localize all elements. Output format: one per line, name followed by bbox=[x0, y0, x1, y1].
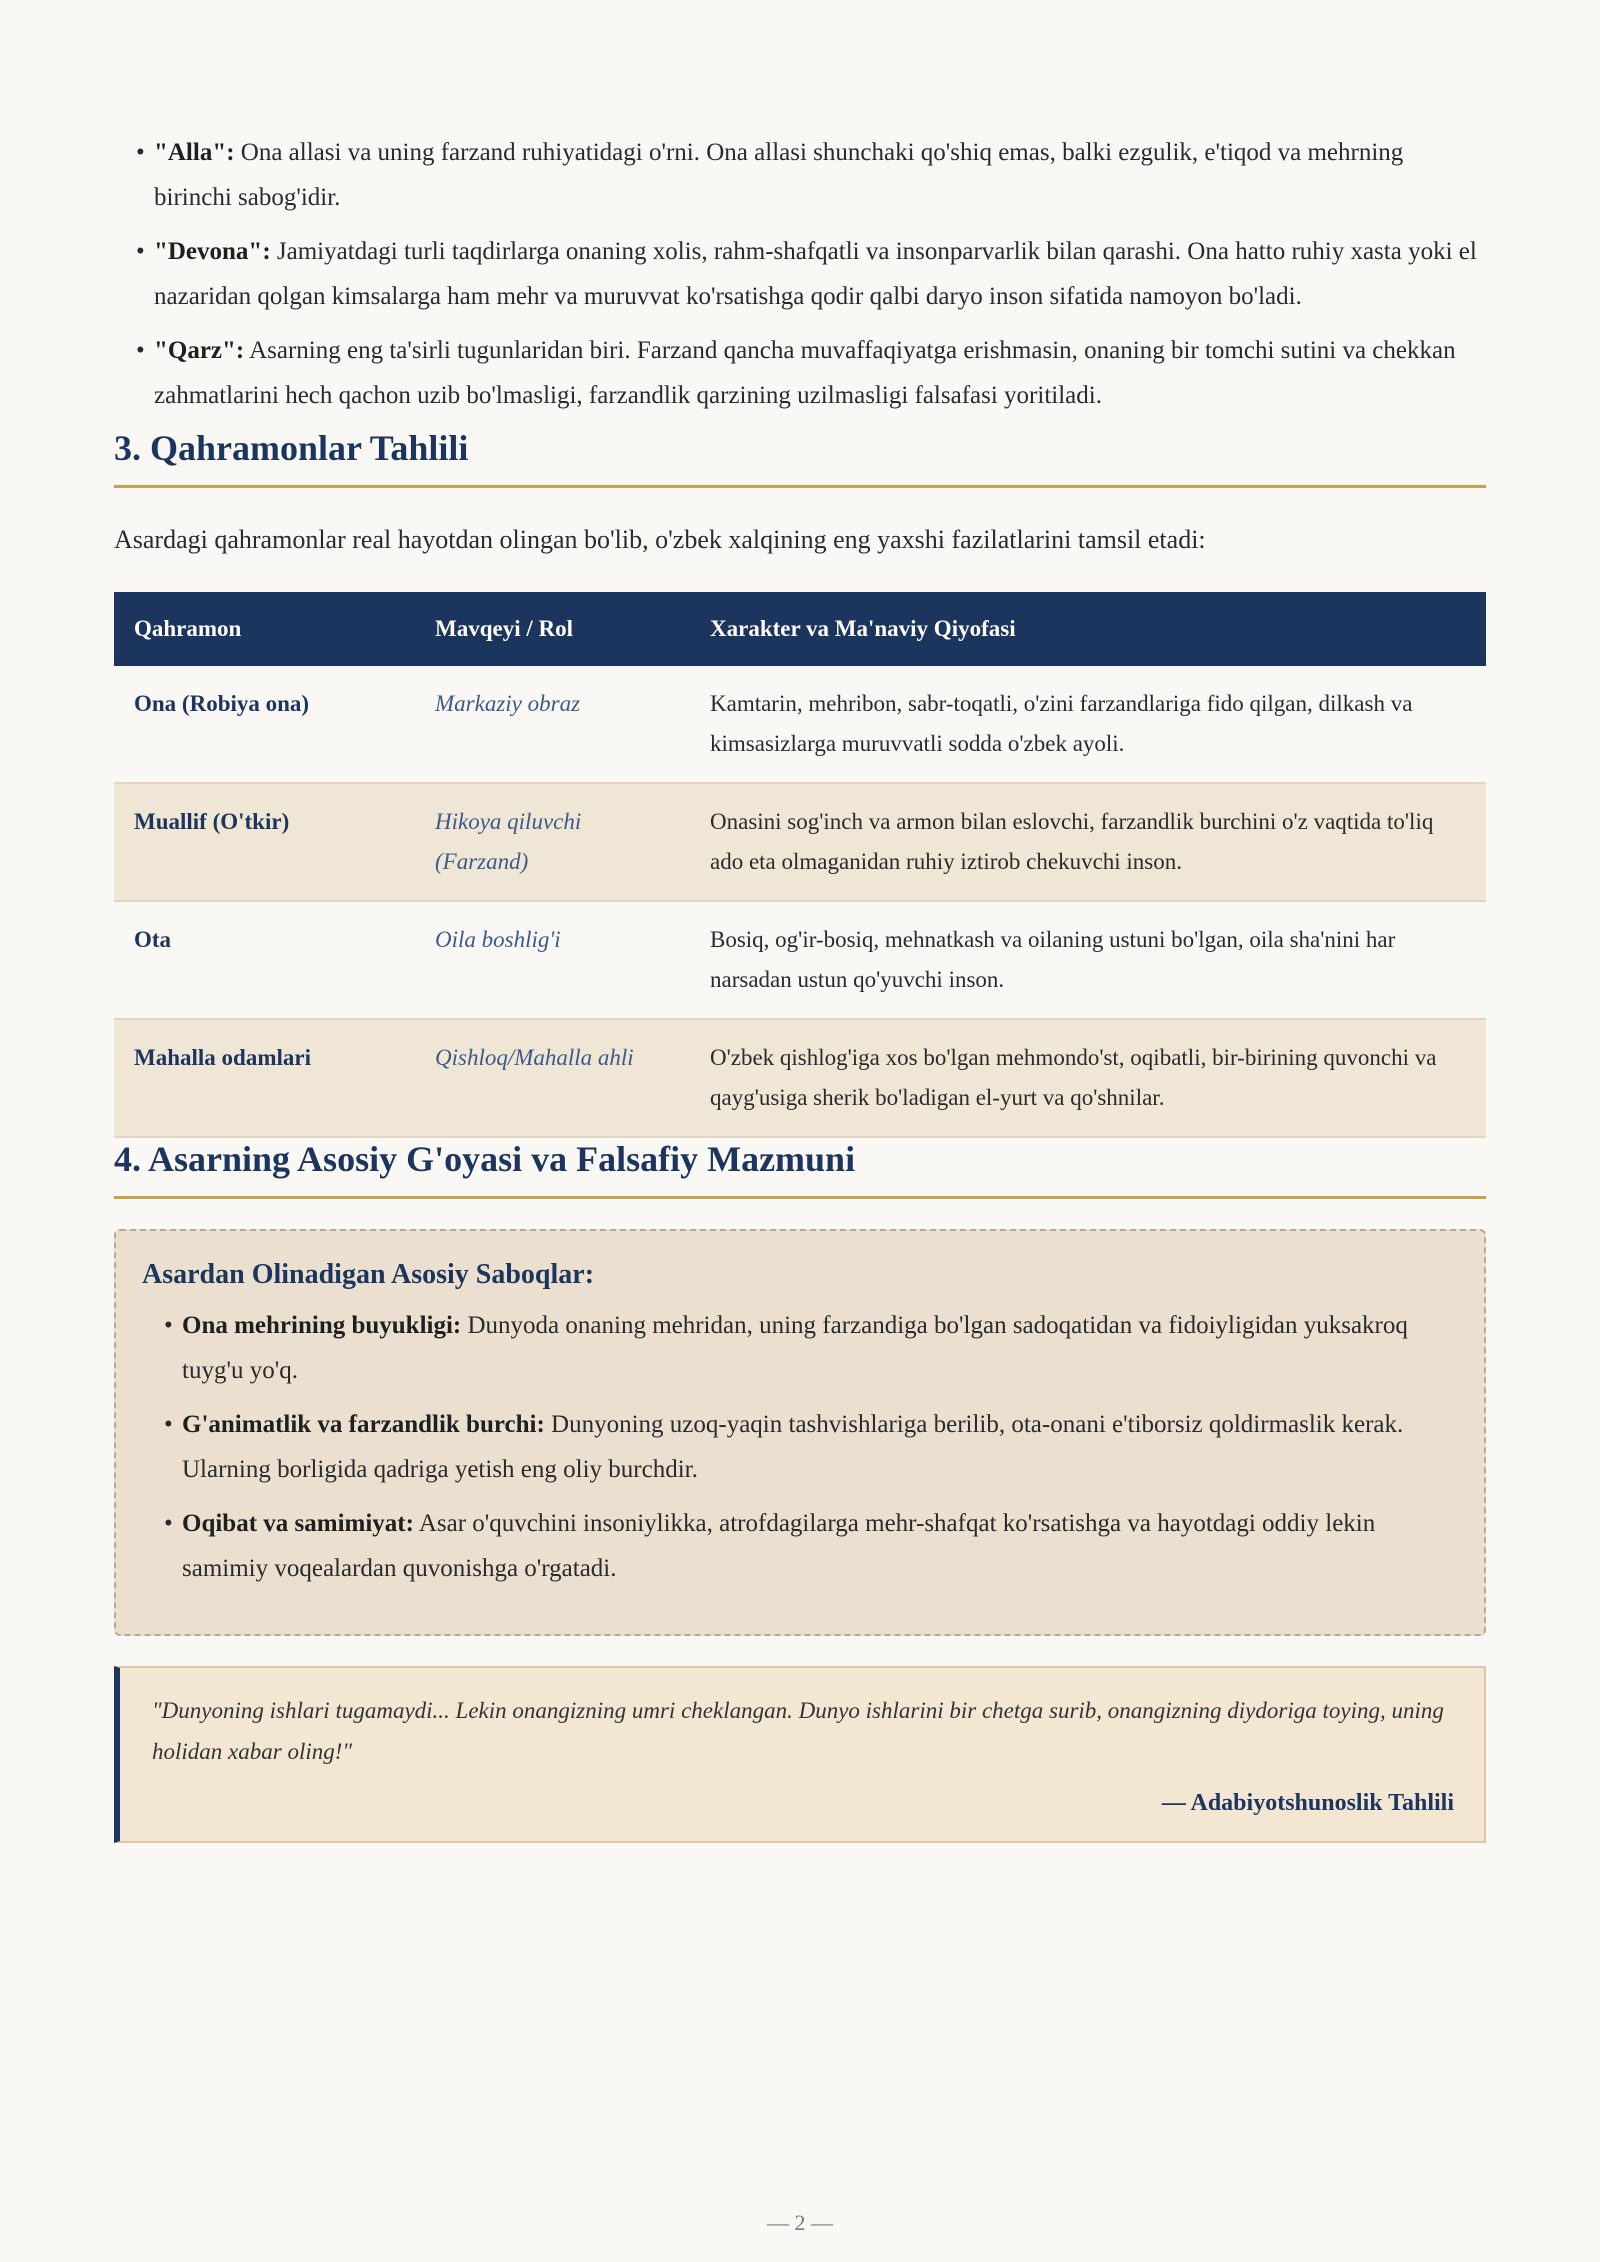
list-item-text: Asar o'quvchini insoniylikka, atrofdagilarga mehr-shafqat ko'rsatishga va hayotdagi oddiy lekin samimiy voqealardan quvonishga o'rgatadi. bbox=[182, 1510, 1376, 1582]
bullet-icon: • bbox=[136, 238, 145, 265]
cell-description: O'zbek qishlog'iga xos bo'lgan mehmondo'st, oqibatli, bir-birining quvonchi va qayg'usiga sherik bo'ladigan el-yurt va qo'shnilar. bbox=[690, 1019, 1486, 1137]
list-item bbox=[142, 1303, 1458, 1393]
list-item-term: Oqibat va samimiyat: bbox=[182, 1510, 414, 1537]
column-header-character: Qahramon bbox=[114, 592, 415, 666]
bullet-icon: • bbox=[164, 1411, 173, 1438]
column-header-traits: Xarakter va Ma'naviy Qiyofasi bbox=[690, 592, 1486, 666]
column-header-role: Mavqeyi / Rol bbox=[415, 592, 690, 666]
list-item bbox=[142, 1501, 1458, 1591]
cell-description: Bosiq, og'ir-bosiq, mehnatkash va oilaning ustuni bo'lgan, oila sha'nini har narsadan ustun qo'yuvchi inson. bbox=[690, 901, 1486, 1019]
intro-bullet-list bbox=[114, 130, 1486, 418]
lessons-box bbox=[114, 1229, 1486, 1636]
list-item-text: Ona allasi va uning farzand ruhiyatidagi o'rni. Ona allasi shunchaki qo'shiq emas, balki ezgulik, e'tiqod va mehrning birinchi sabog'idir. bbox=[154, 139, 1404, 211]
list-item-text: Dunyoning uzoq-yaqin tashvishlariga berilib, ota-onani e'tiborsiz qoldirmaslik kerak. Ularning borligida qadriga yetish eng oliy burchdir. bbox=[182, 1411, 1404, 1483]
section-3-heading: 3. Qahramonlar Tahlili bbox=[114, 427, 1486, 488]
page-number: — 2 — bbox=[767, 2210, 833, 2235]
list-item-text: Jamiyatdagi turli taqdirlarga onaning xolis, rahm-shafqatli va insonparvarlik bilan qarashi. Ona hatto ruhiy xasta yoki el nazaridan qolgan kimsalarga ham mehr va muruvvat ko'rsatishga qodir qalbi daryo inson sifatida namoyon bo'ladi. bbox=[154, 238, 1477, 310]
characters-table bbox=[114, 592, 1486, 1138]
list-item bbox=[114, 229, 1486, 319]
list-item-term: G'animatlik va farzandlik burchi: bbox=[182, 1411, 545, 1438]
table-row bbox=[114, 901, 1486, 1019]
lessons-list bbox=[142, 1303, 1458, 1591]
cell-role: Hikoya qiluvchi (Farzand) bbox=[415, 783, 690, 901]
list-item-term: "Alla": bbox=[154, 139, 235, 166]
table-row bbox=[114, 1019, 1486, 1137]
quote-text: "Dunyoning ishlari tugamaydi... Lekin onangizning umri cheklangan. Dunyo ishlarini bir chetga surib, onangizning diydoriga toying, uning holidan xabar oling!" bbox=[152, 1698, 1444, 1764]
list-item-text: Dunyoda onaning mehridan, uning farzandiga bo'lgan sadoqatidan va fidoiyligidan yuksakroq tuyg'u yo'q. bbox=[182, 1312, 1408, 1384]
cell-character-name: Ota bbox=[114, 901, 415, 1019]
bullet-icon: • bbox=[136, 139, 145, 166]
list-item-term: "Qarz": bbox=[154, 337, 245, 364]
table-row bbox=[114, 783, 1486, 901]
lessons-title: Asardan Olinadigan Asosiy Saboqlar: bbox=[142, 1259, 595, 1290]
list-item bbox=[114, 130, 1486, 220]
cell-role: Qishloq/Mahalla ahli bbox=[415, 1019, 690, 1137]
cell-character-name: Muallif (O'tkir) bbox=[114, 783, 415, 901]
cell-character-name: Ona (Robiya ona) bbox=[114, 666, 415, 783]
table-header-row bbox=[114, 592, 1486, 666]
cell-role: Markaziy obraz bbox=[415, 666, 690, 783]
cell-role: Oila boshlig'i bbox=[415, 901, 690, 1019]
list-item bbox=[114, 328, 1486, 418]
list-item-text: Asarning eng ta'sirli tugunlaridan biri. Farzand qancha muvaffaqiyatga erishmasin, onaning bir tomchi sutini va chekkan zahmatlarini hech qachon uzib bo'lmasligi, farzandlik qarzining uzilmasligi falsafasi yoritiladi. bbox=[154, 337, 1456, 409]
quote-attribution: — Adabiyotshunoslik Tahlili bbox=[1161, 1790, 1454, 1816]
list-item-term: Ona mehrining buyukligi: bbox=[182, 1312, 462, 1339]
cell-description: Onasini sog'inch va armon bilan eslovchi, farzandlik burchini o'z vaqtida to'liq ado eta olmaganidan ruhiy iztirob chekuvchi inson. bbox=[690, 783, 1486, 901]
bullet-icon: • bbox=[164, 1312, 173, 1339]
list-item-term: "Devona": bbox=[154, 238, 271, 265]
list-item bbox=[142, 1402, 1458, 1492]
cell-character-name: Mahalla odamlari bbox=[114, 1019, 415, 1137]
blockquote bbox=[114, 1666, 1486, 1843]
table-row bbox=[114, 666, 1486, 783]
page-content bbox=[114, 130, 1486, 1843]
section-4-heading: 4. Asarning Asosiy G'oyasi va Falsafiy Mazmuni bbox=[114, 1138, 1486, 1199]
cell-description: Kamtarin, mehribon, sabr-toqatli, o'zini farzandlariga fido qilgan, dilkash va kimsasizlarga muruvvatli sodda o'zbek ayoli. bbox=[690, 666, 1486, 783]
bullet-icon: • bbox=[164, 1510, 173, 1537]
bullet-icon: • bbox=[136, 337, 145, 364]
section-3-lead: Asardagi qahramonlar real hayotdan olingan bo'lib, o'zbek xalqining eng yaxshi fazilatlarini tamsil etadi: bbox=[114, 525, 1206, 554]
